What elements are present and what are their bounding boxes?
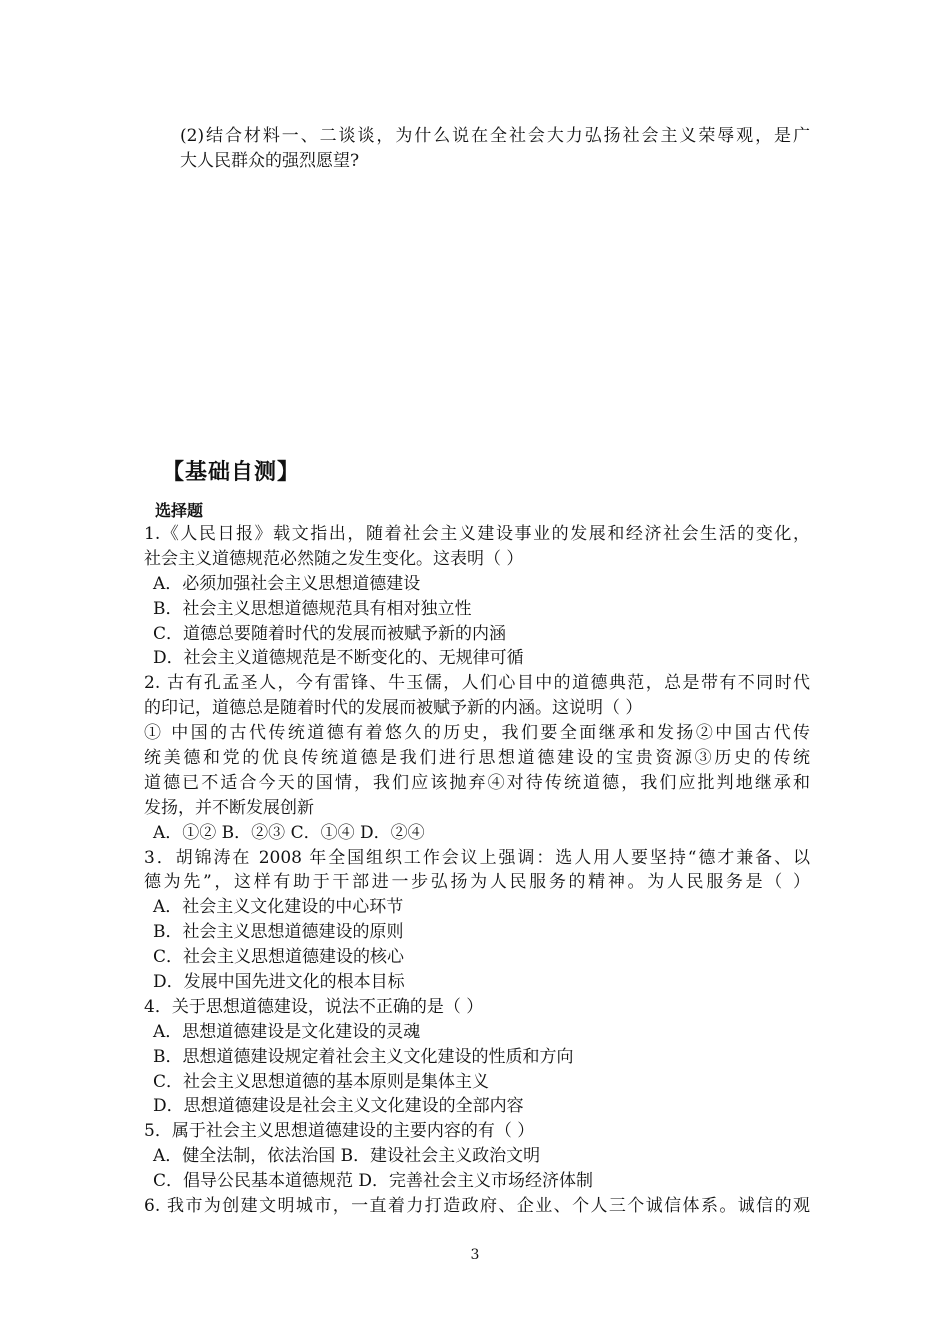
- text-line: ① 中国的古代传统道德有着悠久的历史，我们要全面继承和发扬②中国古代传: [144, 723, 810, 744]
- option-line: D．社会主义道德规范是不断变化的、无规律可循: [153, 648, 524, 669]
- option-line: A．必须加强社会主义思想道德建设: [153, 573, 421, 594]
- question-line: (2)结合材料一、二谈谈，为什么说在全社会大力弘扬社会主义荣辱观，是广: [180, 126, 810, 146]
- question-line: 大人民群众的强烈愿望?: [180, 150, 360, 171]
- text-line: 道德已不适合今天的国情，我们应该抛弃④对待传统道德，我们应批判地继承和: [144, 772, 810, 793]
- question-list: [144, 522, 810, 1219]
- text-line: 4．关于思想道德建设，说法不正确的是（ ）: [144, 996, 484, 1017]
- option-line: B．社会主义思想道德规范具有相对独立性: [153, 598, 472, 619]
- text-line: 2. 古有孔孟圣人，今有雷锋、牛玉儒，人们心目中的道德典范，总是带有不同时代: [144, 673, 810, 694]
- text-line: 社会主义道德规范必然随之发生变化。这表明（ ）: [144, 548, 524, 569]
- option-line: D．思想道德建设是社会主义文化建设的全部内容: [153, 1096, 524, 1117]
- option-line: C．社会主义思想道德建设的核心: [153, 947, 405, 968]
- option-line: C．道德总要随着时代的发展而被赋予新的内涵: [153, 623, 507, 644]
- option-line: A．①② B．②③ C．①④ D．②④: [153, 822, 425, 843]
- option-line: D．发展中国先进文化的根本目标: [153, 972, 405, 993]
- text-line: 德为先”，这样有助于干部进一步弘扬为人民服务的精神。为人民服务是（ ）: [144, 872, 810, 893]
- page-number: 3: [470, 1247, 480, 1263]
- text-line: 6. 我市为创建文明城市，一直着力打造政府、企业、个人三个诚信体系。诚信的观: [144, 1196, 810, 1217]
- option-line: A．健全法制，依法治国 B．建设社会主义政治文明: [153, 1146, 541, 1167]
- section-title: 【基础自测】: [162, 460, 301, 485]
- option-line: C．倡导公民基本道德规范 D．完善社会主义市场经济体制: [153, 1171, 594, 1192]
- option-line: B．思想道德建设规定着社会主义文化建设的性质和方向: [153, 1046, 574, 1067]
- open-question: [144, 124, 810, 174]
- subsection-title: 选择题: [155, 501, 204, 520]
- text-line: 3．胡锦涛在 2008 年全国组织工作会议上强调：选人用人要坚持“德才兼备、以: [144, 847, 810, 868]
- option-line: A．思想道德建设是文化建设的灵魂: [153, 1021, 421, 1042]
- text-line: 发扬，并不断发展创新: [144, 797, 314, 818]
- option-line: C．社会主义思想道德的基本原则是集体主义: [153, 1071, 490, 1092]
- text-line: 统美德和党的优良传统道德是我们进行思想道德建设的宝贵资源③历史的传统: [144, 748, 810, 769]
- text-line: 5．属于社会主义思想道德建设的主要内容的有（ ）: [144, 1121, 535, 1142]
- text-line: 的印记，道德总是随着时代的发展而被赋予新的内涵。这说明（ ）: [144, 698, 643, 719]
- text-line: 1.《人民日报》载文指出，随着社会主义建设事业的发展和经济社会生活的变化，: [144, 524, 810, 544]
- option-line: B．社会主义思想道德建设的原则: [153, 922, 404, 943]
- option-line: A．社会主义文化建设的中心环节: [153, 897, 404, 918]
